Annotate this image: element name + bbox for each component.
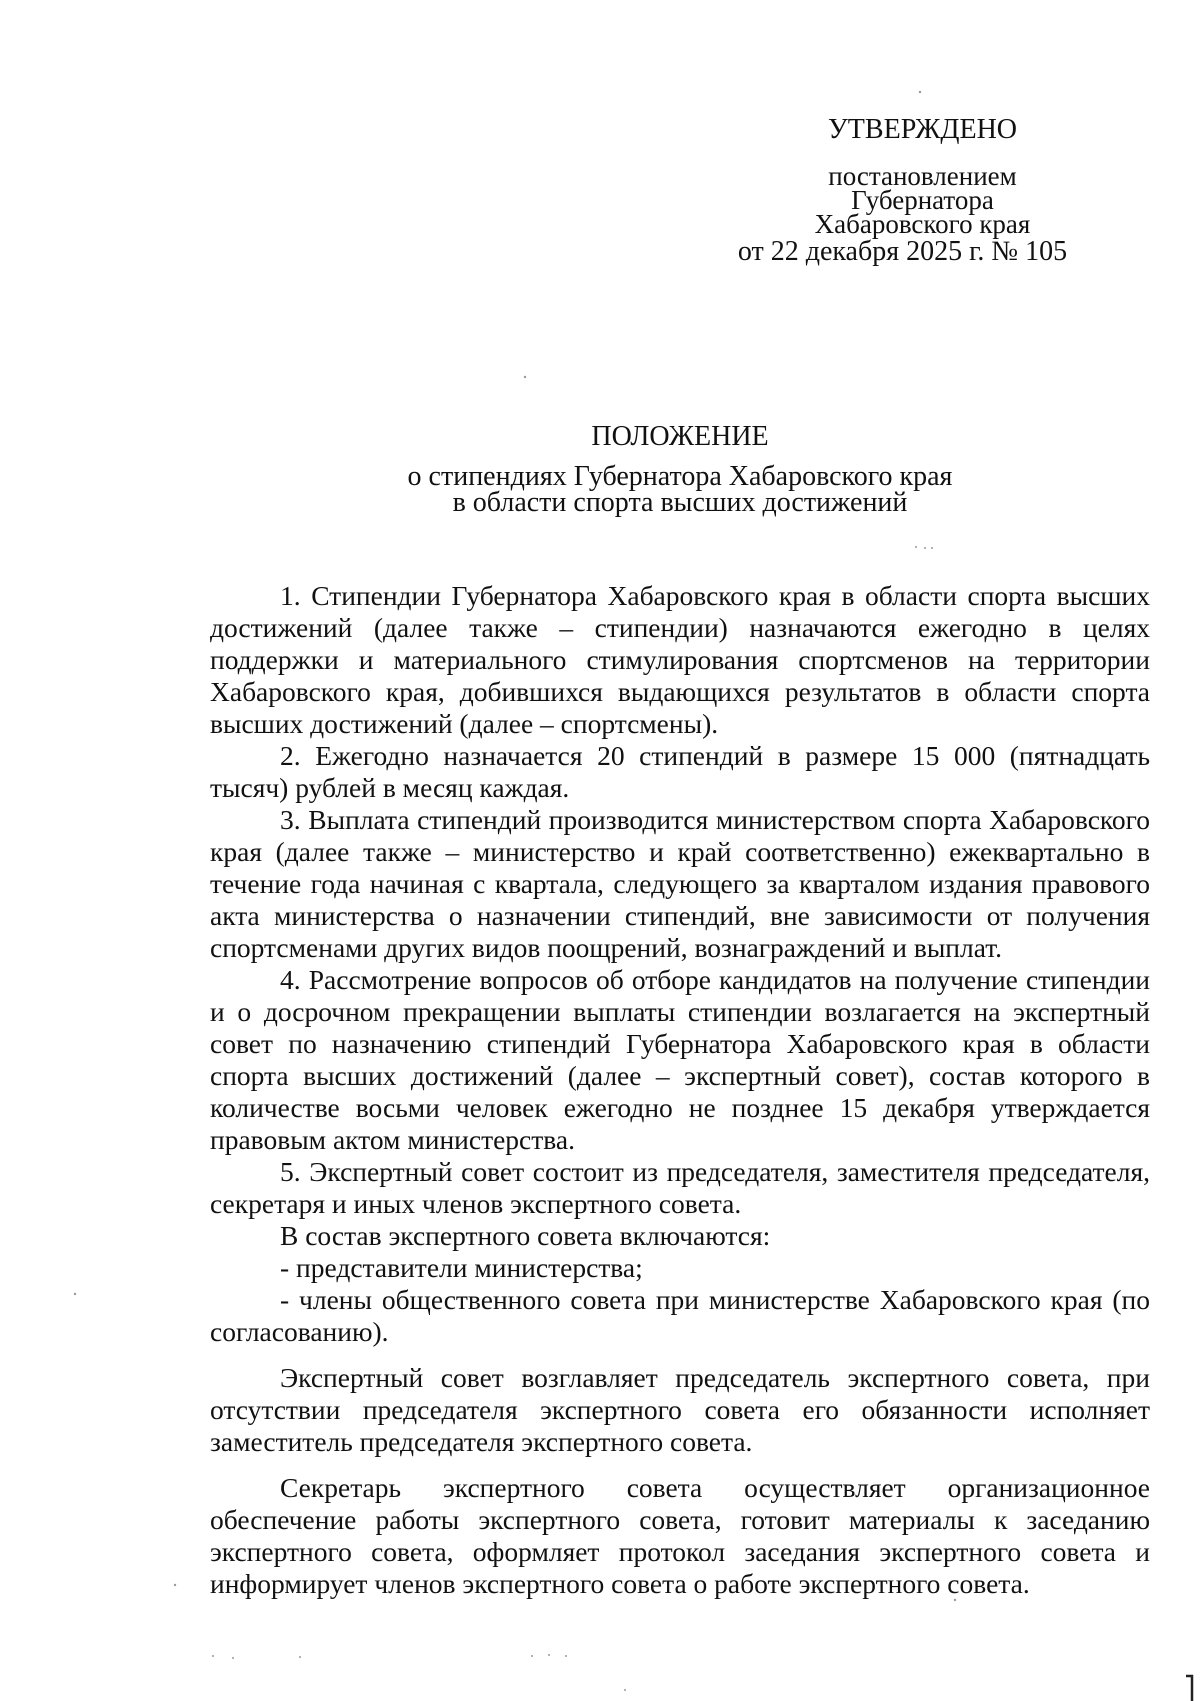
paragraph-4: 4. Рассмотрение вопросов об отборе кандидатов на получение стипендии и о досрочном прекращении выплаты стипендии возлагается на экспертный совет по назначению стипендий Губернатора Хабаровского края в области спорта высших достижений (далее – экспертный совет), состав которого в количестве восьми человек ежегодно не позднее 15 декабря утверждается правовым актом министерства.: [210, 964, 1150, 1155]
paragraph-chairman: Экспертный совет возглавляет председатель экспертного совета, при отсутствии председателя экспертного совета его обязанности исполняет заместитель председателя экспертного совета.: [210, 1362, 1150, 1457]
approval-line-governor: Губернатора: [851, 185, 994, 215]
approval-date: от 22 декабря 2025 г. № 105: [737, 236, 1068, 267]
paragraph-5: 5. Экспертный совет состоит из председателя, заместителя председателя, секретаря и иных членов экспертного совета.: [210, 1156, 1150, 1219]
paragraph-3: 3. Выплата стипендий производится министерством спорта Хабаровского края (далее также – министерство и край соответственно) ежеквартально в течение года начиная с квартала, следующего за кварталом издания правового акта министерства о назначении стипендий, вне зависимости от получения спортсменами других видов поощрений, вознаграждений и выплат.: [210, 804, 1150, 963]
approved-heading: УТВЕРЖДЕНО: [827, 114, 1018, 145]
council-member-item-ministry: - представители министерства;: [280, 1252, 643, 1283]
document-title-block: [330, 418, 1030, 516]
document-subtitle-line-1: о стипендиях Губернатора Хабаровского края: [407, 461, 953, 492]
approval-line-region: Хабаровского края: [814, 209, 1031, 239]
council-member-item-public-council: - члены общественного совета при министерстве Хабаровского края (по согласованию).: [210, 1284, 1150, 1347]
document-title: ПОЛОЖЕНИЕ: [591, 421, 769, 452]
paragraph-secretary: Секретарь экспертного совета осуществляет организационное обеспечение работы экспертного совета, готовит материалы к заседанию экспертного совета, оформляет протокол заседания экспертного совета и информирует членов экспертного совета о работе экспертного совета.: [210, 1472, 1150, 1599]
council-composition-intro: В состав экспертного совета включаются:: [280, 1220, 771, 1251]
document-subtitle-line-2: в области спорта высших достижений: [452, 487, 908, 518]
approval-line-decree: постановлением: [828, 161, 1017, 191]
approval-stamp: [737, 112, 1070, 267]
document-body: [210, 580, 1150, 1600]
paragraph-1: 1. Стипендии Губернатора Хабаровского края в области спорта высших достижений (далее также – стипендии) назначаются ежегодно в целях поддержки и материального стимулирования спортсменов на территории Хабаровского края, добившихся выдающихся результатов в области спорта высших достижений (далее – спортсмены).: [210, 580, 1150, 739]
paragraph-2: 2. Ежегодно назначается 20 стипендий в размере 15 000 (пятнадцать тысяч) рублей в месяц каждая.: [210, 740, 1150, 803]
